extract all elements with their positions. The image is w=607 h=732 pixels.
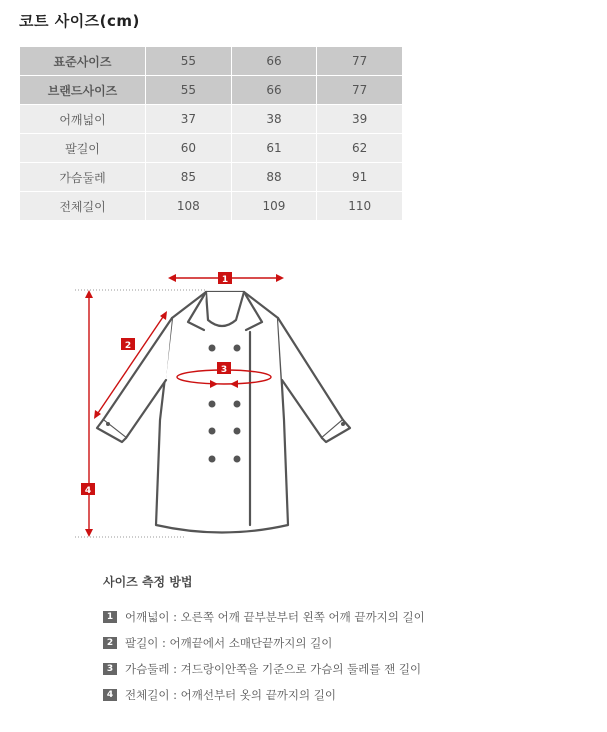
table-cell: 91 bbox=[317, 163, 403, 192]
table-cell: 85 bbox=[146, 163, 232, 192]
item-text: 전체길이 : 어깨선부터 옷의 끝까지의 길이 bbox=[125, 688, 337, 702]
table-cell: 38 bbox=[231, 105, 317, 134]
row-label: 팔길이 bbox=[20, 134, 146, 163]
table-cell: 110 bbox=[317, 192, 403, 221]
marker-1 bbox=[218, 272, 232, 285]
marker-3 bbox=[217, 362, 231, 375]
table-cell: 66 bbox=[231, 47, 317, 76]
table-cell: 37 bbox=[146, 105, 232, 134]
page-title: 코트 사이즈(cm) bbox=[19, 12, 140, 30]
item-text: 가슴둘레 : 겨드랑이안쪽을 기준으로 가슴의 둘레를 잰 길이 bbox=[125, 662, 422, 676]
table-row bbox=[20, 163, 403, 192]
table-row bbox=[20, 76, 403, 105]
list-item bbox=[103, 630, 425, 656]
table-cell: 77 bbox=[317, 47, 403, 76]
coat-measurement-diagram bbox=[60, 262, 380, 547]
table-cell: 61 bbox=[231, 134, 317, 163]
item-number-badge: 1 bbox=[103, 611, 117, 623]
table-cell: 108 bbox=[146, 192, 232, 221]
table-row bbox=[20, 134, 403, 163]
item-number-badge: 4 bbox=[103, 689, 117, 701]
list-item bbox=[103, 656, 425, 682]
list-item bbox=[103, 604, 425, 630]
item-number-badge: 2 bbox=[103, 637, 117, 649]
marker-4 bbox=[81, 483, 95, 496]
row-label: 브랜드사이즈 bbox=[20, 76, 146, 105]
size-table bbox=[19, 46, 403, 221]
row-label: 가슴둘레 bbox=[20, 163, 146, 192]
table-cell: 55 bbox=[146, 76, 232, 105]
table-cell: 55 bbox=[146, 47, 232, 76]
marker-1-label: 1 bbox=[221, 275, 229, 285]
table-row bbox=[20, 47, 403, 76]
table-cell: 60 bbox=[146, 134, 232, 163]
table-cell: 88 bbox=[231, 163, 317, 192]
item-number-badge: 3 bbox=[103, 663, 117, 675]
table-row bbox=[20, 105, 403, 134]
marker-3-label: 3 bbox=[220, 365, 228, 375]
table-cell: 109 bbox=[231, 192, 317, 221]
marker-2 bbox=[121, 338, 135, 351]
marker-2-label: 2 bbox=[124, 341, 132, 351]
item-text: 어깨넓이 : 오른쪽 어깨 끝부분부터 왼쪽 어깨 끝까지의 길이 bbox=[125, 610, 425, 624]
row-label: 어깨넓이 bbox=[20, 105, 146, 134]
list-item bbox=[103, 682, 425, 708]
row-label: 전체길이 bbox=[20, 192, 146, 221]
total-length-arrow bbox=[85, 290, 93, 537]
table-cell: 66 bbox=[231, 76, 317, 105]
howto-list bbox=[103, 604, 425, 708]
table-cell: 39 bbox=[317, 105, 403, 134]
table-cell: 77 bbox=[317, 76, 403, 105]
item-text: 팔길이 : 어깨끝에서 소매단끝까지의 길이 bbox=[125, 636, 333, 650]
howto-title: 사이즈 측정 방법 bbox=[103, 575, 193, 589]
table-cell: 62 bbox=[317, 134, 403, 163]
table-row bbox=[20, 192, 403, 221]
marker-4-label: 4 bbox=[84, 486, 92, 496]
coat-outline bbox=[97, 292, 350, 533]
row-label: 표준사이즈 bbox=[20, 47, 146, 76]
